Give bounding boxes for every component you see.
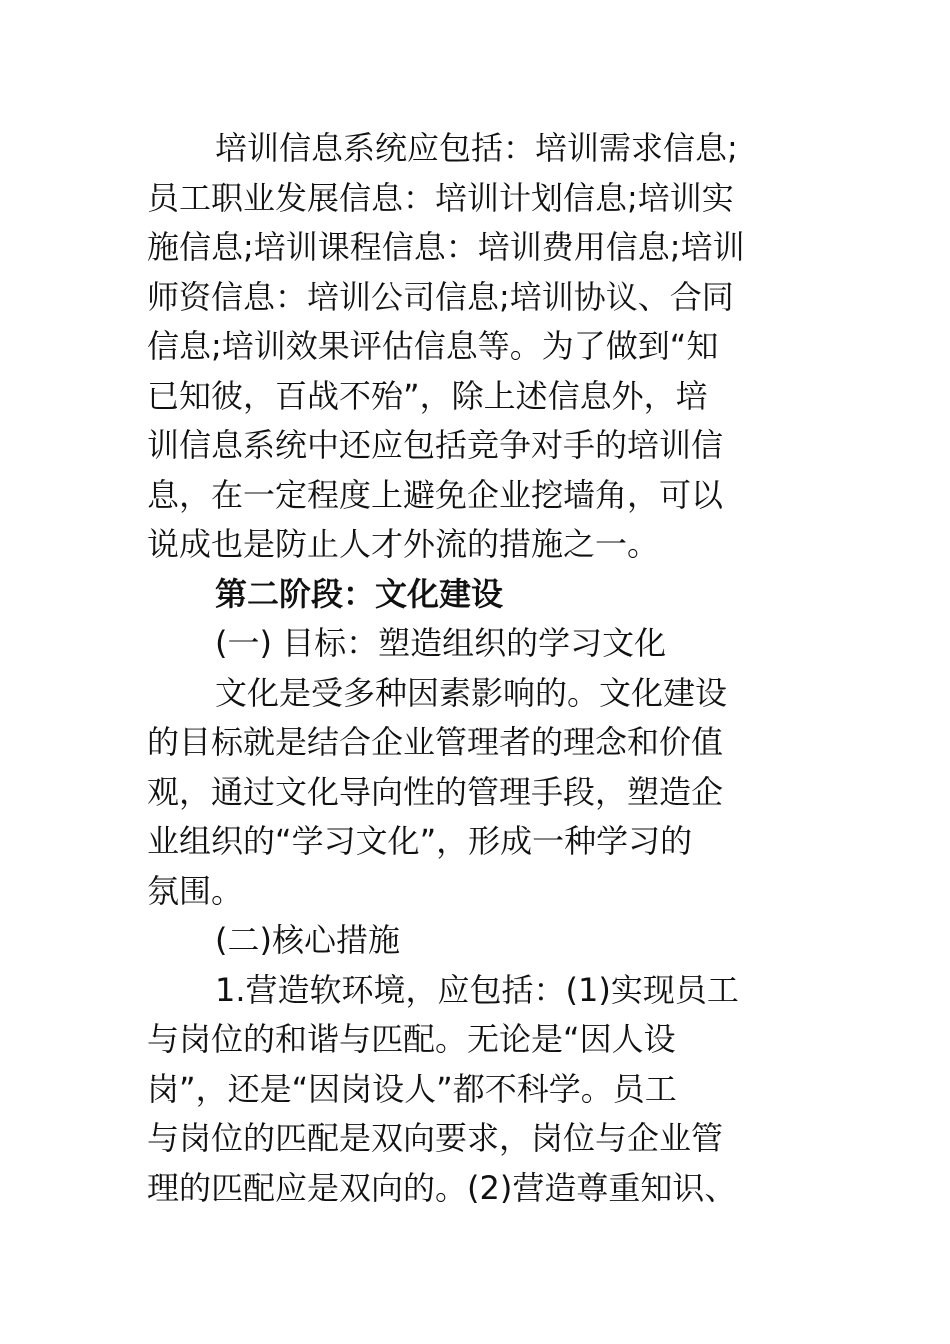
paragraph-line: 施信息;培训课程信息：培训费用信息;培训	[147, 228, 745, 266]
paragraph-line: 培训信息系统应包括：培训需求信息;	[215, 129, 738, 167]
document-body	[147, 124, 807, 1213]
paragraph-line: 训信息系统中还应包括竞争对手的培训信	[147, 426, 724, 464]
section-heading: 第二阶段：文化建设	[215, 574, 504, 613]
paragraph-line: 与岗位的匹配是双向要求，岗位与企业管	[147, 1119, 724, 1157]
paragraph-line: 师资信息：培训公司信息;培训协议、合同	[147, 277, 734, 316]
paragraph-line: 1.营造软环境，应包括：(1)实现员工	[215, 970, 739, 1009]
subsection-heading: (一) 目标：塑造组织的学习文化	[215, 624, 667, 662]
paragraph-line: 员工职业发展信息：培训计划信息;培训实	[147, 178, 734, 217]
paragraph-line: 信息;培训效果评估信息等。为了做到“知	[147, 327, 719, 365]
paragraph-line: 息，在一定程度上避免企业挖墙角，可以	[147, 475, 724, 514]
paragraph-line: 理的匹配应是双向的。(2)营造尊重知识、	[147, 1168, 737, 1207]
paragraph-line: 已知彼，百战不殆”，除上述信息外，培	[147, 376, 708, 415]
paragraph-line: 的目标就是结合企业管理者的理念和价值	[147, 723, 724, 761]
paragraph-line: 说成也是防止人才外流的措施之一。	[147, 525, 660, 563]
paragraph-line: 与岗位的和谐与匹配。无论是“因人设	[147, 1020, 676, 1058]
subsection-heading: (二)核心措施	[215, 921, 400, 959]
paragraph-line: 岗”，还是“因岗设人”都不科学。员工	[147, 1069, 677, 1108]
paragraph-line: 氛围。	[147, 871, 244, 910]
paragraph-line: 观，通过文化导向性的管理手段，塑造企	[147, 772, 724, 811]
paragraph-line: 业组织的“学习文化”，形成一种学习的	[147, 822, 693, 860]
paragraph-line: 文化是受多种因素影响的。文化建设	[215, 673, 728, 712]
